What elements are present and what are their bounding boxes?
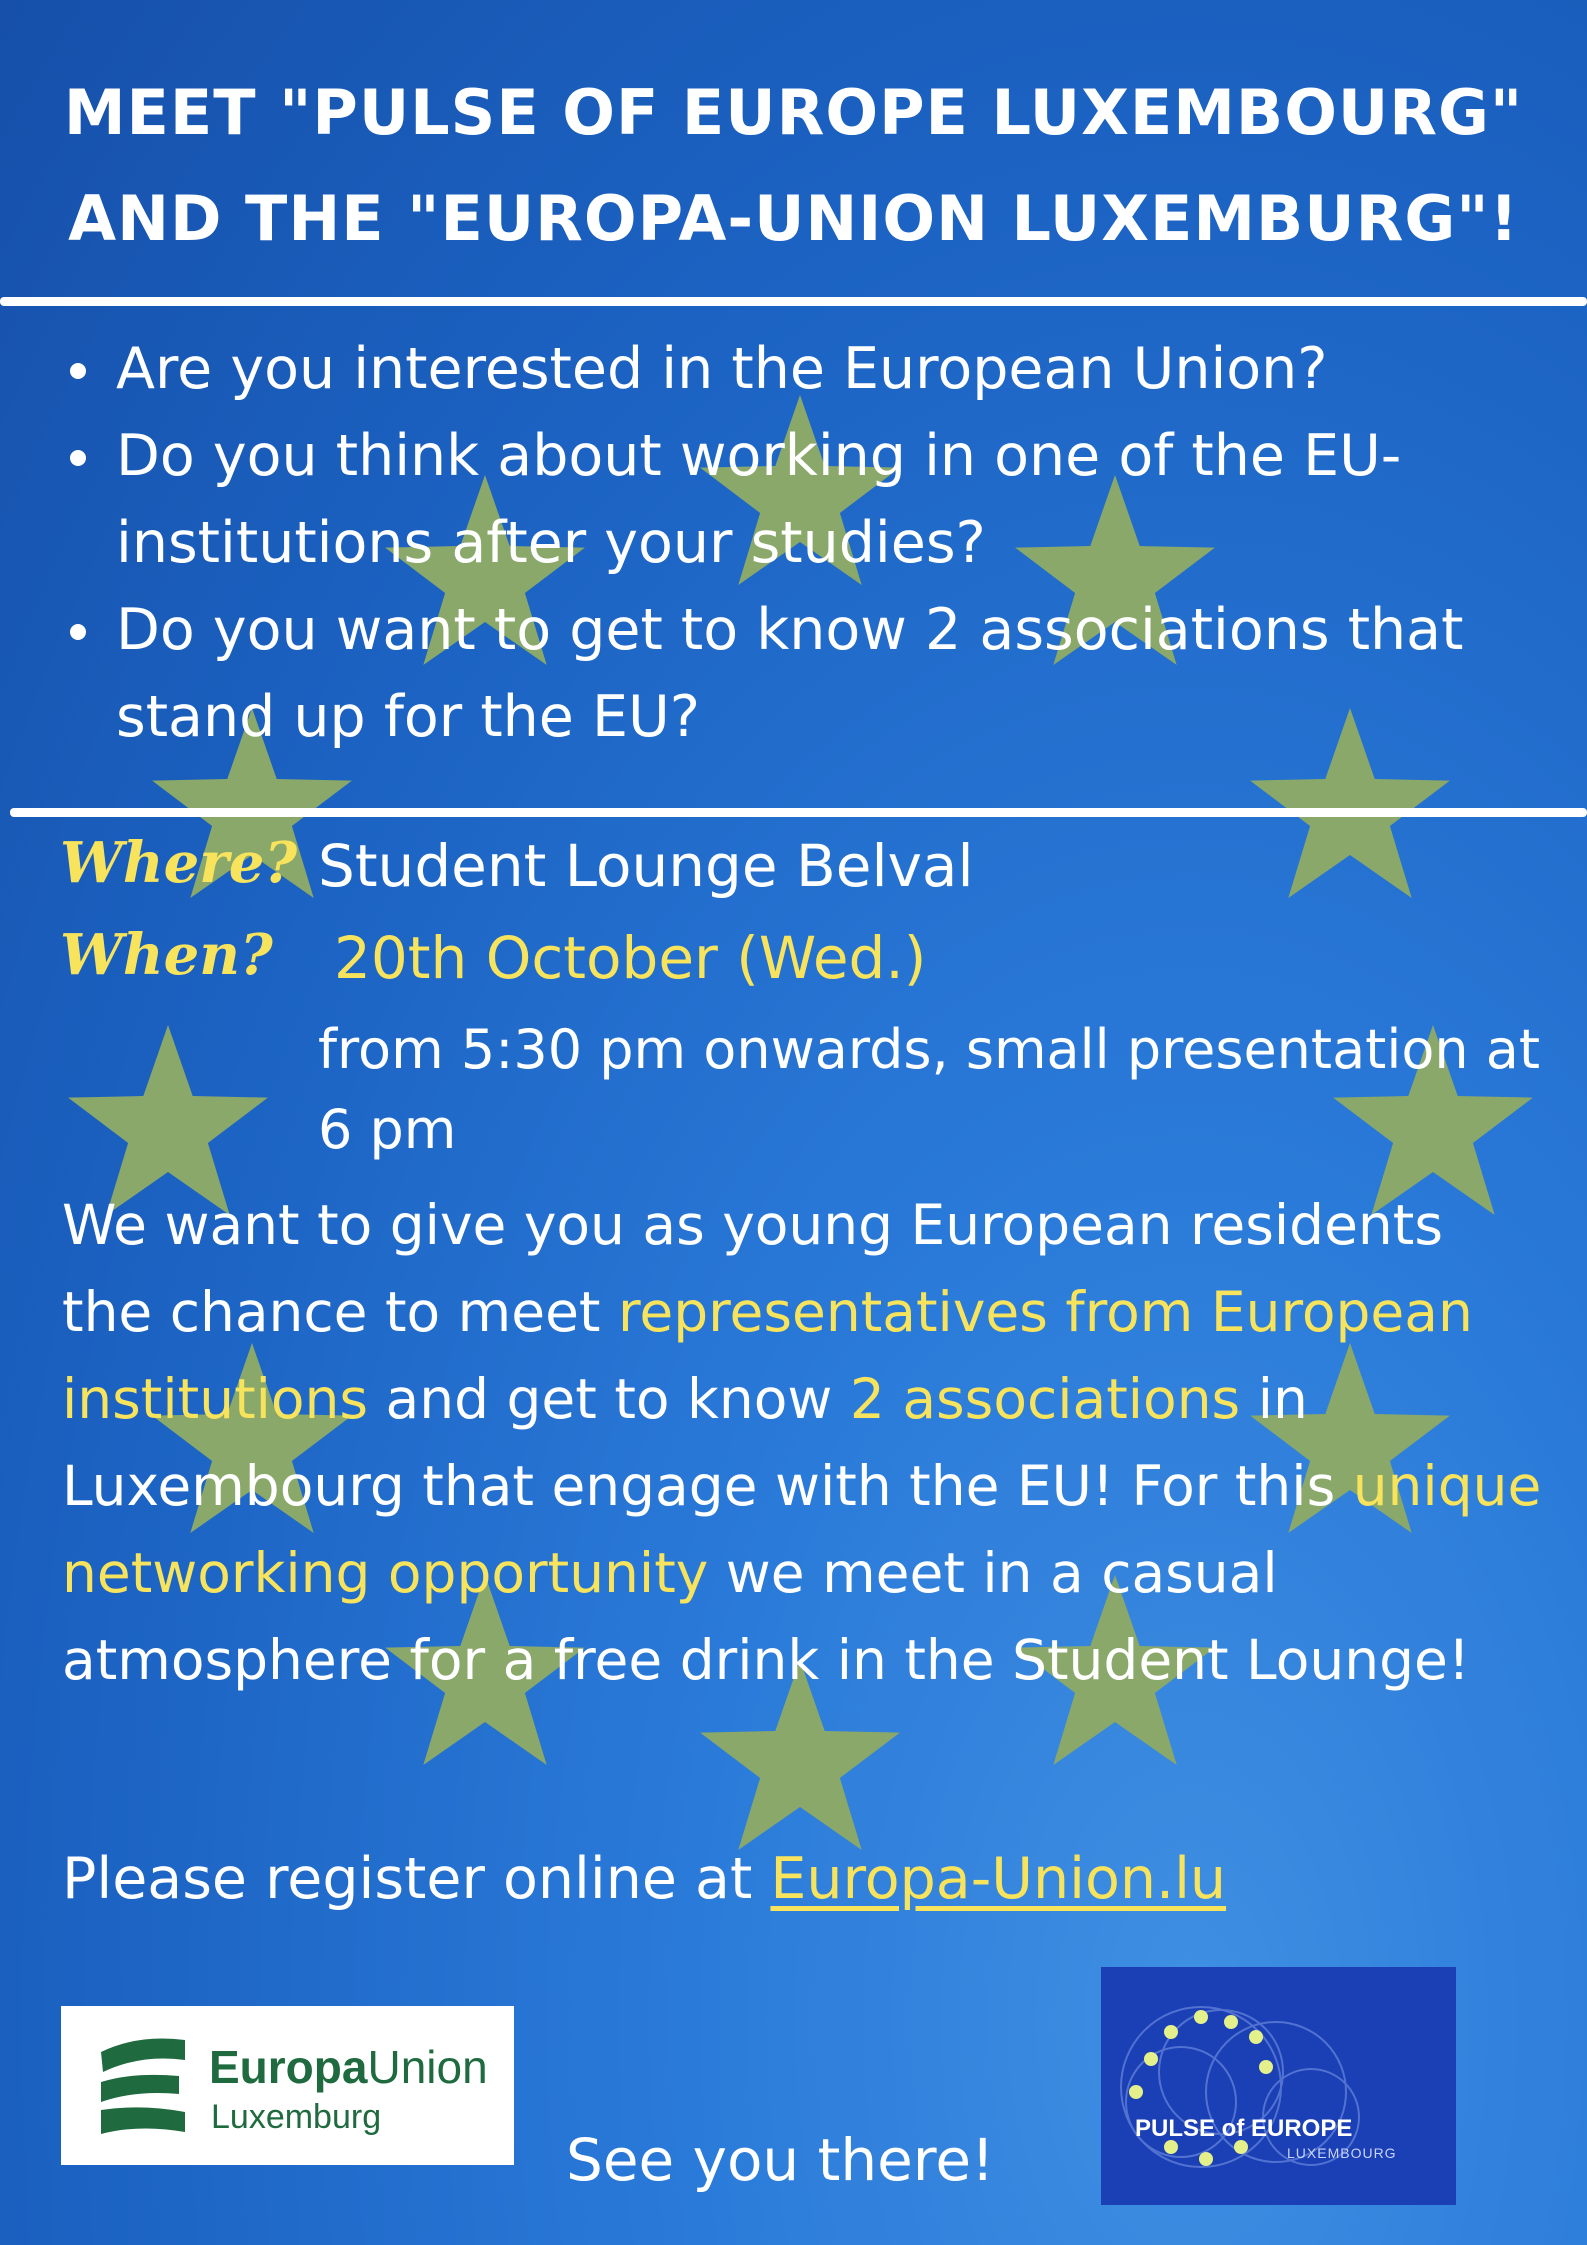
register-line: Please register online at Europa-Union.lu: [62, 1846, 1227, 1912]
question-item: Are you interested in the European Union?: [64, 326, 1544, 413]
question-list: [64, 326, 1544, 761]
title-line-1: MEET "PULSE OF EUROPE LUXEMBOURG": [63, 76, 1524, 149]
time-details: from 5:30 pm onwards, small presentation at 6 pm: [318, 1018, 1541, 1161]
poster-title: [0, 60, 1587, 272]
europa-union-logo: [61, 2006, 514, 2165]
when-label: When?: [60, 922, 273, 988]
bullet-icon: [70, 624, 86, 640]
when-value: 20th October (Wed.): [334, 924, 927, 992]
pulse-of-europe-logo-icon: [1101, 1967, 1456, 2205]
top-divider: [0, 297, 1587, 306]
middle-divider: [10, 808, 1587, 817]
register-link[interactable]: Europa-Union.lu: [770, 1846, 1227, 1912]
europa-union-name: EuropaUnion: [209, 2041, 488, 2093]
bullet-icon: [70, 450, 86, 466]
closing-text: See you there!: [566, 2126, 995, 2194]
where-value: Student Lounge Belval: [318, 832, 974, 900]
question-item: Do you think about working in one of the EU-institutions after your studies?: [64, 413, 1544, 587]
pulse-of-europe-subtitle: LUXEMBOURG: [1287, 2145, 1397, 2161]
highlight-associations: 2 associations: [849, 1367, 1241, 1431]
where-label: Where?: [60, 830, 298, 896]
highlight-representatives: representatives from European institutions: [62, 1280, 1473, 1431]
europa-union-logo-icon: [93, 2030, 193, 2140]
bullet-icon: [70, 363, 86, 379]
europa-union-subtitle: Luxemburg: [211, 2098, 382, 2136]
title-line-2: AND THE "EUROPA-UNION LUXEMBURG"!: [68, 182, 1519, 255]
event-description: We want to give you as young European residents the chance to meet representatives from European institutions and get to know 2 associations in Luxembourg that engage with the EU! For this unique networking opportunity we meet in a casual atmosphere for a free drink in the Student Lounge!: [62, 1193, 1542, 1692]
question-item: Do you want to get to know 2 associations that stand up for the EU?: [64, 587, 1544, 761]
pulse-of-europe-name: PULSE of EUROPE: [1135, 2115, 1353, 2142]
highlight-networking: unique networking opportunity: [62, 1454, 1542, 1605]
pulse-of-europe-logo: [1101, 1967, 1456, 2205]
